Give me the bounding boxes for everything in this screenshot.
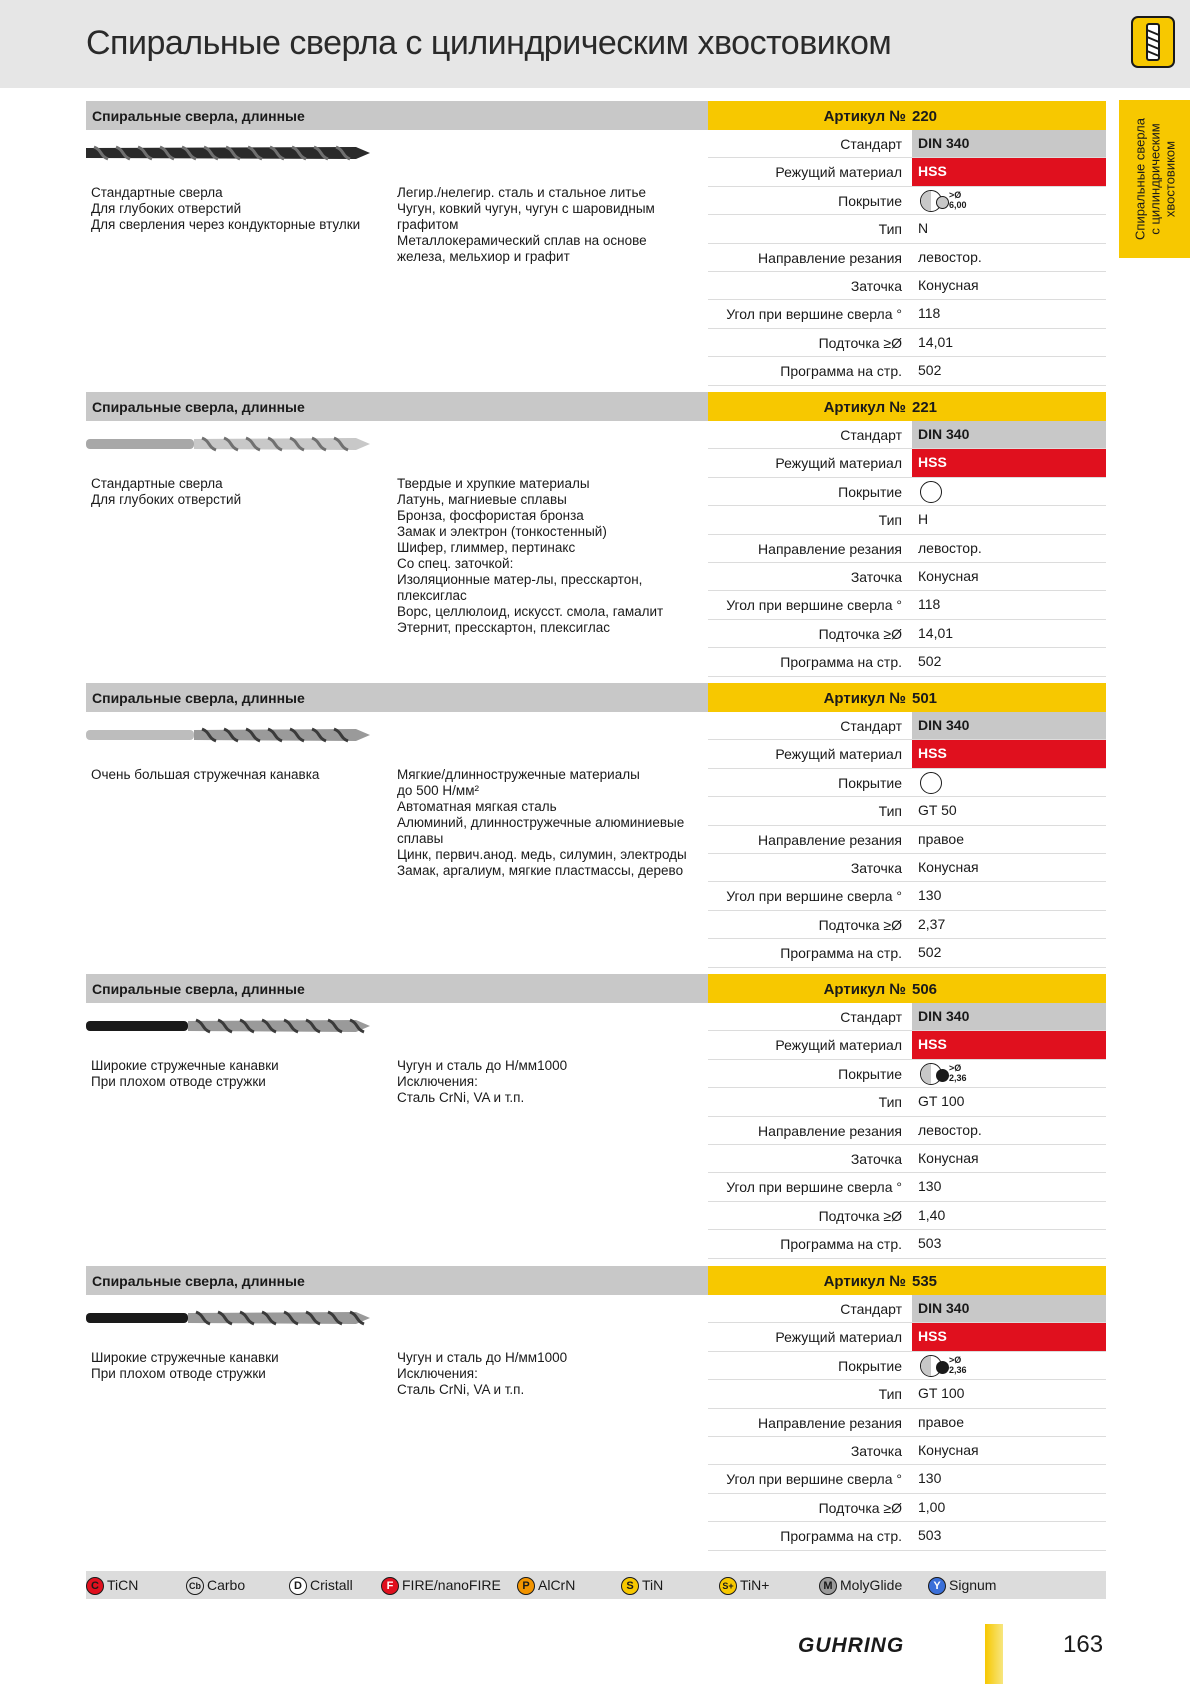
spec-row-direction (708, 1117, 1106, 1145)
legend-label: Cristall (310, 1577, 353, 1593)
spec-row-point-thinning (708, 1202, 1106, 1230)
spec-value-coating (912, 769, 1106, 796)
material-item: Твердые и хрупкие материалы (397, 476, 590, 491)
material-item: Чугун и сталь до Н/мм1000 (397, 1058, 568, 1073)
drill-image-wrap (86, 141, 370, 165)
legend-label: TiN (642, 1577, 664, 1593)
spec-value-coating (912, 1060, 1106, 1087)
spec-label: Программа на стр. (780, 1528, 902, 1545)
spec-label: Тип (878, 221, 902, 238)
coating-badge-icon: Y (928, 1577, 946, 1595)
legend-item (381, 1575, 501, 1595)
drill-image (86, 432, 370, 456)
spec-row-direction (708, 535, 1106, 563)
side-tab[interactable] (1119, 100, 1190, 258)
spec-value-grinding: Конусная (918, 277, 979, 293)
legend-item (289, 1575, 353, 1595)
spec-row-standard (708, 1003, 1106, 1031)
materials-list (397, 185, 697, 265)
spec-value-point-thinning: 14,01 (918, 624, 954, 641)
section-title: Спиральные сверла, длинные (92, 108, 305, 124)
spec-label: Угол при вершине сверла ° (726, 1179, 902, 1196)
article-header (708, 101, 1106, 130)
spec-label: Заточка (850, 1443, 902, 1459)
application-item: Стандартные сверла (91, 476, 223, 491)
article-label: Артикул № (823, 690, 906, 707)
application-item: Для сверления через кондукторные втулки (91, 217, 361, 232)
material-item: Автоматная мягкая сталь (397, 799, 557, 814)
coating-note-value: 2,36 (949, 1072, 967, 1083)
spec-value-cutting-material: HSS (912, 740, 1106, 767)
spec-value-angle: 118 (918, 305, 941, 322)
section-header (86, 1266, 708, 1295)
spec-row-cutting-material (708, 740, 1106, 768)
spec-value-direction: левостор. (918, 1121, 982, 1138)
materials-list (397, 767, 697, 879)
product-section (86, 101, 1106, 386)
application-item: При плохом отводе стружки (91, 1074, 266, 1089)
spec-label: Режущий материал (775, 1329, 902, 1346)
application-item: Очень большая стружечная канавка (91, 767, 320, 782)
application-item: Широкие стружечные канавки (91, 1058, 279, 1073)
section-header (86, 392, 708, 421)
spec-row-angle (708, 1465, 1106, 1493)
spec-label: Тип (878, 803, 902, 820)
spec-label: Направление резания (758, 831, 902, 848)
application-list (91, 476, 381, 508)
spec-value-cutting-material: HSS (912, 449, 1106, 476)
footer-accent-bar (985, 1624, 1003, 1684)
drill-image-wrap (86, 723, 370, 747)
spec-label: Угол при вершине сверла ° (726, 306, 902, 323)
spec-value-angle: 118 (918, 596, 941, 613)
spec-row-type (708, 215, 1106, 243)
application-item: Для глубоких отверстий (91, 201, 242, 216)
legend-item (928, 1575, 996, 1595)
spec-value-program-page: 503 (918, 1235, 942, 1252)
coating-half-fill (921, 1356, 931, 1376)
coating-note-symbol: >Ø (949, 189, 962, 200)
spec-label: Подточка ≥Ø (818, 625, 902, 642)
drill-image-wrap (86, 432, 370, 456)
coating-half-fill (921, 191, 931, 211)
spec-label: Заточка (850, 860, 902, 876)
spec-label: Покрытие (838, 192, 902, 209)
half-grey-circle-with-grey-dot-icon (918, 187, 1106, 214)
spec-label: Заточка (850, 1151, 902, 1167)
spec-value-standard: DIN 340 (912, 130, 1106, 157)
spec-label: Подточка ≥Ø (818, 334, 902, 351)
coating-badge-icon: C (86, 1577, 104, 1595)
legend-item (517, 1575, 575, 1595)
spec-value-point-thinning: 14,01 (918, 333, 954, 350)
legend-label: AlCrN (538, 1577, 576, 1593)
spec-label: Заточка (850, 569, 902, 585)
spec-row-grinding (708, 1145, 1106, 1173)
section-title: Спиральные сверла, длинные (92, 399, 305, 415)
spec-value-coating (912, 187, 1106, 214)
coating-dot (936, 1361, 949, 1374)
spec-value-program-page: 503 (918, 1527, 942, 1544)
material-item: Латунь, магниевые сплавы (397, 492, 567, 507)
spec-label: Подточка ≥Ø (818, 1207, 902, 1224)
spec-row-direction (708, 826, 1106, 854)
spec-row-angle (708, 591, 1106, 619)
article-label: Артикул № (823, 399, 906, 416)
article-number[interactable]: 220 (912, 108, 938, 125)
legend-item (819, 1575, 902, 1595)
spec-row-program-page (708, 1522, 1106, 1550)
legend-label: TiN+ (740, 1577, 770, 1593)
material-item: до 500 Н/мм² (397, 783, 479, 798)
spec-label: Программа на стр. (780, 363, 902, 380)
spec-value-coating (912, 1352, 1106, 1379)
spec-label: Режущий материал (775, 164, 902, 181)
materials-list (397, 1350, 697, 1398)
drill-image (86, 723, 370, 747)
coating-note (949, 1063, 967, 1083)
legend-label: Signum (949, 1577, 997, 1593)
spec-value-type: N (918, 220, 929, 237)
spec-value-program-page: 502 (918, 944, 942, 961)
spec-value-cutting-material: HSS (912, 1031, 1106, 1058)
section-title: Спиральные сверла, длинные (92, 690, 305, 706)
legend-item (719, 1575, 769, 1595)
coating-circle (920, 481, 942, 503)
spec-label: Подточка ≥Ø (818, 916, 902, 933)
application-item: При плохом отводе стружки (91, 1366, 266, 1381)
spec-value-program-page: 502 (918, 653, 942, 670)
material-item: Этернит, пресскартон, плексиглас (397, 620, 610, 635)
material-item: Бронза, фосфористая бронза (397, 508, 584, 523)
spec-label: Направление резания (758, 1122, 902, 1139)
spec-row-angle (708, 300, 1106, 328)
spec-label: Режущий материал (775, 455, 902, 472)
spec-value-angle: 130 (918, 1470, 942, 1487)
spec-value-program-page: 502 (918, 362, 942, 379)
material-item: Сталь CrNi, VA и т.п. (397, 1090, 525, 1105)
spec-label: Стандарт (840, 1009, 902, 1025)
spec-row-type (708, 506, 1106, 534)
spec-row-grinding (708, 272, 1106, 300)
page-title: Спиральные сверла с цилиндрическим хвостовиком (86, 24, 892, 62)
material-item: Цинк, первич.анод. медь, силумин, электроды (397, 847, 687, 862)
spec-value-type: GT 50 (918, 802, 957, 819)
material-item: Шифер, глиммер, пертинакс (397, 540, 576, 555)
spec-value-cutting-material: HSS (912, 1323, 1106, 1350)
coating-circle (920, 772, 942, 794)
coating-badge-icon: D (289, 1577, 307, 1595)
product-section (86, 392, 1106, 677)
material-item: плексиглас (397, 588, 467, 603)
spec-row-direction (708, 244, 1106, 272)
legend-label: FIRE/nanoFIRE (402, 1577, 501, 1593)
legend-item (86, 1575, 138, 1595)
material-item: Чугун, ковкий чугун, чугун с шаровидным (397, 201, 655, 216)
spec-row-program-page (708, 357, 1106, 385)
coating-note-symbol: >Ø (949, 1062, 962, 1073)
spec-row-standard (708, 130, 1106, 158)
coating-badge-icon: P (517, 1577, 535, 1595)
spec-row-grinding (708, 854, 1106, 882)
spec-value-direction: правое (918, 1413, 965, 1430)
spec-value-grinding: Конусная (918, 859, 979, 875)
spec-row-point-thinning (708, 329, 1106, 357)
product-section (86, 683, 1106, 968)
article-header (708, 392, 1106, 421)
spec-value-angle: 130 (918, 1178, 942, 1195)
spec-row-cutting-material (708, 1031, 1106, 1059)
spec-value-direction: левостор. (918, 248, 982, 265)
spec-label: Покрытие (838, 1357, 902, 1374)
spec-row-direction (708, 1409, 1106, 1437)
application-list (91, 1058, 381, 1090)
spec-row-coating (708, 769, 1106, 797)
application-item: Стандартные сверла (91, 185, 223, 200)
coating-note-value: 2,36 (949, 1364, 967, 1375)
spec-value-point-thinning: 2,37 (918, 915, 946, 932)
application-item: Широкие стружечные канавки (91, 1350, 279, 1365)
spec-row-point-thinning (708, 1494, 1106, 1522)
article-number[interactable]: 221 (912, 399, 938, 416)
section-header (86, 101, 708, 130)
half-grey-circle-with-black-dot-icon (918, 1060, 1106, 1087)
empty-circle-icon (918, 769, 1106, 796)
spec-row-standard (708, 1295, 1106, 1323)
article-header (708, 1266, 1106, 1295)
spec-label: Тип (878, 512, 902, 529)
spec-value-standard: DIN 340 (912, 1295, 1106, 1322)
spec-row-angle (708, 1173, 1106, 1201)
spec-row-type (708, 797, 1106, 825)
article-number[interactable]: 535 (912, 1273, 938, 1290)
spec-row-grinding (708, 563, 1106, 591)
material-item: железа, мельхиор и графит (397, 249, 570, 264)
spec-value-grinding: Конусная (918, 568, 979, 584)
article-number[interactable]: 506 (912, 981, 938, 998)
coating-badge-icon: S+ (719, 1577, 737, 1595)
coating-badge-icon: S (621, 1577, 639, 1595)
material-item: Со спец. заточкой: (397, 556, 514, 571)
spec-label: Угол при вершине сверла ° (726, 888, 902, 905)
article-number[interactable]: 501 (912, 690, 938, 707)
coating-badge-icon: F (381, 1577, 399, 1595)
spec-row-point-thinning (708, 620, 1106, 648)
spec-label: Тип (878, 1094, 902, 1111)
coating-dot (936, 1069, 949, 1082)
spec-label: Подточка ≥Ø (818, 1499, 902, 1516)
spec-value-type: GT 100 (918, 1093, 965, 1110)
spec-label: Режущий материал (775, 746, 902, 763)
spec-value-point-thinning: 1,00 (918, 1498, 946, 1515)
spec-row-standard (708, 421, 1106, 449)
spec-label: Программа на стр. (780, 654, 902, 671)
materials-list (397, 1058, 697, 1106)
spec-value-coating (912, 478, 1106, 505)
drill-logo-icon (1131, 16, 1175, 68)
spec-row-cutting-material (708, 158, 1106, 186)
spec-row-coating (708, 478, 1106, 506)
coating-note (949, 1355, 967, 1375)
legend-item (621, 1575, 663, 1595)
material-item: Алюминий, длинностружечные алюминиевые (397, 815, 685, 830)
coating-half-fill (921, 1064, 931, 1084)
spec-label: Режущий материал (775, 1037, 902, 1054)
spec-label: Покрытие (838, 774, 902, 791)
legend-label: MolyGlide (840, 1577, 903, 1593)
spec-row-coating (708, 1352, 1106, 1380)
spec-label: Направление резания (758, 249, 902, 266)
spec-label: Направление резания (758, 540, 902, 557)
product-section (86, 974, 1106, 1259)
empty-circle-icon (918, 478, 1106, 505)
drill-image (86, 1014, 370, 1038)
spec-row-type (708, 1380, 1106, 1408)
application-list (91, 185, 381, 233)
spec-label: Угол при вершине сверла ° (726, 597, 902, 614)
article-label: Артикул № (823, 1273, 906, 1290)
drill-image-wrap (86, 1306, 370, 1330)
material-item: Сталь CrNi, VA и т.п. (397, 1382, 525, 1397)
application-item: Для глубоких отверстий (91, 492, 242, 507)
half-grey-circle-with-black-dot-icon (918, 1352, 1106, 1379)
brand-logo: GUHRING (798, 1634, 905, 1657)
spec-value-type: H (918, 511, 929, 528)
coating-badge-icon: Cb (186, 1577, 204, 1595)
article-header (708, 974, 1106, 1003)
legend-item (186, 1575, 245, 1595)
spec-label: Стандарт (840, 1301, 902, 1317)
spec-row-program-page (708, 648, 1106, 676)
spec-row-grinding (708, 1437, 1106, 1465)
application-list (91, 1350, 381, 1382)
material-item: Чугун и сталь до Н/мм1000 (397, 1350, 568, 1365)
coating-dot (936, 196, 949, 209)
material-item: Металлокерамический сплав на основе (397, 233, 647, 248)
coating-note-symbol: >Ø (949, 1354, 962, 1365)
legend-label: TiCN (107, 1577, 139, 1593)
article-label: Артикул № (823, 981, 906, 998)
spec-label: Покрытие (838, 483, 902, 500)
spec-row-coating (708, 1060, 1106, 1088)
spec-value-direction: левостор. (918, 539, 982, 556)
spec-value-point-thinning: 1,40 (918, 1206, 946, 1223)
coating-note (949, 190, 967, 210)
spec-row-cutting-material (708, 1323, 1106, 1351)
material-item: Замак и электрон (тонкостенный) (397, 524, 607, 539)
spec-value-grinding: Конусная (918, 1150, 979, 1166)
spec-value-angle: 130 (918, 887, 942, 904)
spec-label: Стандарт (840, 136, 902, 152)
material-item: Легир./нелегир. сталь и стальное литье (397, 185, 647, 200)
drill-image (86, 1306, 370, 1330)
spec-row-type (708, 1088, 1106, 1116)
material-item: Ворс, целлюлоид, искусст. смола, гамалит (397, 604, 664, 619)
spec-value-standard: DIN 340 (912, 712, 1106, 739)
page-number: 163 (1063, 1631, 1104, 1658)
spec-label: Программа на стр. (780, 1236, 902, 1253)
spec-label: Угол при вершине сверла ° (726, 1471, 902, 1488)
spec-row-program-page (708, 939, 1106, 967)
spec-row-program-page (708, 1230, 1106, 1258)
coating-badge-icon: M (819, 1577, 837, 1595)
spec-label: Программа на стр. (780, 945, 902, 962)
legend-label: Carbo (207, 1577, 246, 1593)
spec-label: Заточка (850, 278, 902, 294)
drill-image-wrap (86, 1014, 370, 1038)
spec-label: Покрытие (838, 1065, 902, 1082)
spec-row-standard (708, 712, 1106, 740)
material-item: Мягкие/длинностружечные материалы (397, 767, 640, 782)
spec-label: Тип (878, 1386, 902, 1403)
side-tab-text: Спиральные сверла с цилиндрическим хвостовиком (1132, 118, 1177, 240)
drill-image (86, 141, 370, 165)
spec-value-type: GT 100 (918, 1385, 965, 1402)
materials-list (397, 476, 697, 636)
spec-label: Стандарт (840, 427, 902, 443)
product-section (86, 1266, 1106, 1551)
section-title: Спиральные сверла, длинные (92, 981, 305, 997)
spec-value-cutting-material: HSS (912, 158, 1106, 185)
article-label: Артикул № (823, 108, 906, 125)
spec-row-coating (708, 187, 1106, 215)
material-item: Исключения: (397, 1074, 478, 1089)
coating-note-value: 6,00 (949, 199, 967, 210)
spec-row-point-thinning (708, 911, 1106, 939)
coating-legend (86, 1571, 1106, 1599)
spec-value-direction: правое (918, 830, 965, 847)
spec-row-angle (708, 882, 1106, 910)
spec-row-cutting-material (708, 449, 1106, 477)
material-item: Замак, аргалиум, мягкие пластмассы, дерево (397, 863, 684, 878)
section-header (86, 683, 708, 712)
spec-value-standard: DIN 340 (912, 1003, 1106, 1030)
section-title: Спиральные сверла, длинные (92, 1273, 305, 1289)
article-header (708, 683, 1106, 712)
spec-label: Стандарт (840, 718, 902, 734)
material-item: Исключения: (397, 1366, 478, 1381)
material-item: Изоляционные матер-лы, пресскартон, (397, 572, 643, 587)
section-header (86, 974, 708, 1003)
material-item: сплавы (397, 831, 444, 846)
spec-value-standard: DIN 340 (912, 421, 1106, 448)
spec-value-grinding: Конусная (918, 1442, 979, 1458)
application-list (91, 767, 381, 783)
material-item: графитом (397, 217, 459, 232)
spec-label: Направление резания (758, 1414, 902, 1431)
